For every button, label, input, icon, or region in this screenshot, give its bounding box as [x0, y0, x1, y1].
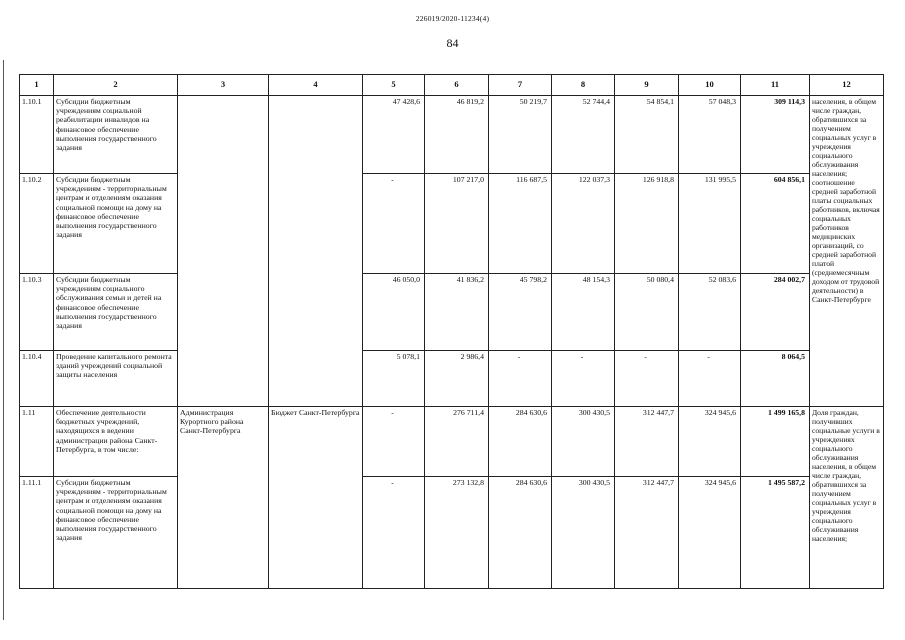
value-cell: 2 986,4 — [425, 351, 489, 407]
value-cell: 52 744,4 — [552, 96, 615, 174]
total-cell: 1 495 587,2 — [741, 477, 810, 589]
value-cell: 324 945,6 — [679, 477, 741, 589]
column-header: 11 — [741, 75, 810, 96]
value-cell: 116 687,5 — [489, 174, 552, 274]
value-cell: 45 798,2 — [489, 274, 552, 351]
column-header: 6 — [425, 75, 489, 96]
column-header: 10 — [679, 75, 741, 96]
value-cell: 50 219,7 — [489, 96, 552, 174]
value-cell: 324 945,6 — [679, 407, 741, 477]
row-code: 1.11.1 — [20, 477, 54, 589]
value-cell: 284 630,6 — [489, 477, 552, 589]
value-cell: 57 048,3 — [679, 96, 741, 174]
table-row — [20, 96, 884, 174]
column-header: 7 — [489, 75, 552, 96]
value-cell: 273 132,8 — [425, 477, 489, 589]
value-cell: 312 447,7 — [615, 477, 679, 589]
value-cell: 52 083,6 — [679, 274, 741, 351]
document-id: 226019/2020-11234(4) — [415, 14, 490, 23]
value-cell: - — [489, 351, 552, 407]
value-cell: 276 711,4 — [425, 407, 489, 477]
source-cell: Бюджет Санкт-Петербурга — [269, 407, 363, 589]
budget-table — [19, 74, 884, 589]
value-cell: 300 430,5 — [552, 407, 615, 477]
column-header: 9 — [615, 75, 679, 96]
total-cell: 309 114,3 — [741, 96, 810, 174]
value-cell: 126 918,8 — [615, 174, 679, 274]
table-row — [20, 351, 884, 407]
table-row — [20, 477, 884, 589]
column-header: 4 — [269, 75, 363, 96]
value-cell: 54 854,1 — [615, 96, 679, 174]
value-cell: 46 050,0 — [363, 274, 425, 351]
column-header: 12 — [810, 75, 884, 96]
value-cell: 312 447,7 — [615, 407, 679, 477]
table-row — [20, 174, 884, 274]
value-cell: - — [679, 351, 741, 407]
column-header: 8 — [552, 75, 615, 96]
row-name: Субсидии бюджетным учреждениям - территориальным центрам и отделениям оказания социальной помощи на дому на финансовое обеспечение выполнения государственного задания — [54, 174, 178, 274]
row-name: Обеспечение деятельности бюджетных учреждений, находящихся в ведении администрации района Санкт-Петербурга, в том числе: — [54, 407, 178, 477]
value-cell: 41 836,2 — [425, 274, 489, 351]
column-header: 1 — [20, 75, 54, 96]
row-code: 1.10.2 — [20, 174, 54, 274]
value-cell: 48 154,3 — [552, 274, 615, 351]
value-cell: - — [363, 174, 425, 274]
value-cell: 46 819,2 — [425, 96, 489, 174]
executor-cell — [178, 96, 269, 407]
table-row — [20, 274, 884, 351]
column-header: 5 — [363, 75, 425, 96]
value-cell: 131 995,5 — [679, 174, 741, 274]
value-cell: 284 630,6 — [489, 407, 552, 477]
row-name: Субсидии бюджетным учреждениям социального обслуживания семьи и детей на финансовое обеспечение выполнения государственного задания — [54, 274, 178, 351]
indicator-note: Доля граждан, получивших социальные услуги в учреждениях социального обслуживания населения, в общем числе граждан, обратившихся за получением социальных услуг в учреждения социального обслуживания населения; — [810, 407, 884, 589]
row-code: 1.10.1 — [20, 96, 54, 174]
indicator-note: населения, в общем числе граждан, обратившихся за получением социальных услуг в учреждения социального обслуживания населения; соотношение средней заработной платы социальных работников, включая социальных работников медицинских организаций, со средней заработной платой (среднемесячным доходом от трудовой деятельности) в Санкт-Петербурге — [810, 96, 884, 407]
value-cell: 50 080,4 — [615, 274, 679, 351]
value-cell: 5 078,1 — [363, 351, 425, 407]
source-cell — [269, 96, 363, 407]
row-name: Субсидии бюджетным учреждениям - территориальным центрам и отделениям оказания социальной помощи на дому на финансовое обеспечение выполнения государственного задания — [54, 477, 178, 589]
row-code: 1.10.4 — [20, 351, 54, 407]
header-row — [20, 75, 884, 96]
value-cell: 300 430,5 — [552, 477, 615, 589]
value-cell: 122 037,3 — [552, 174, 615, 274]
column-header: 3 — [178, 75, 269, 96]
scan-edge-line — [3, 60, 4, 620]
value-cell: - — [363, 407, 425, 477]
value-cell: - — [363, 477, 425, 589]
row-name: Проведение капитального ремонта зданий учреждений социальной защиты населения — [54, 351, 178, 407]
total-cell: 8 064,5 — [741, 351, 810, 407]
total-cell: 1 499 165,8 — [741, 407, 810, 477]
value-cell: 47 428,6 — [363, 96, 425, 174]
table-row — [20, 407, 884, 477]
row-code: 1.10.3 — [20, 274, 54, 351]
column-header: 2 — [54, 75, 178, 96]
row-code: 1.11 — [20, 407, 54, 477]
value-cell: 107 217,0 — [425, 174, 489, 274]
total-cell: 604 856,1 — [741, 174, 810, 274]
row-name: Субсидии бюджетным учреждениям социальной реабилитации инвалидов на финансовое обеспечение выполнения государственного задания — [54, 96, 178, 174]
executor-cell: Администрация Курортного района Санкт-Петербурга — [178, 407, 269, 589]
value-cell: - — [552, 351, 615, 407]
value-cell: - — [615, 351, 679, 407]
total-cell: 284 002,7 — [741, 274, 810, 351]
page-number: 84 — [446, 36, 459, 50]
